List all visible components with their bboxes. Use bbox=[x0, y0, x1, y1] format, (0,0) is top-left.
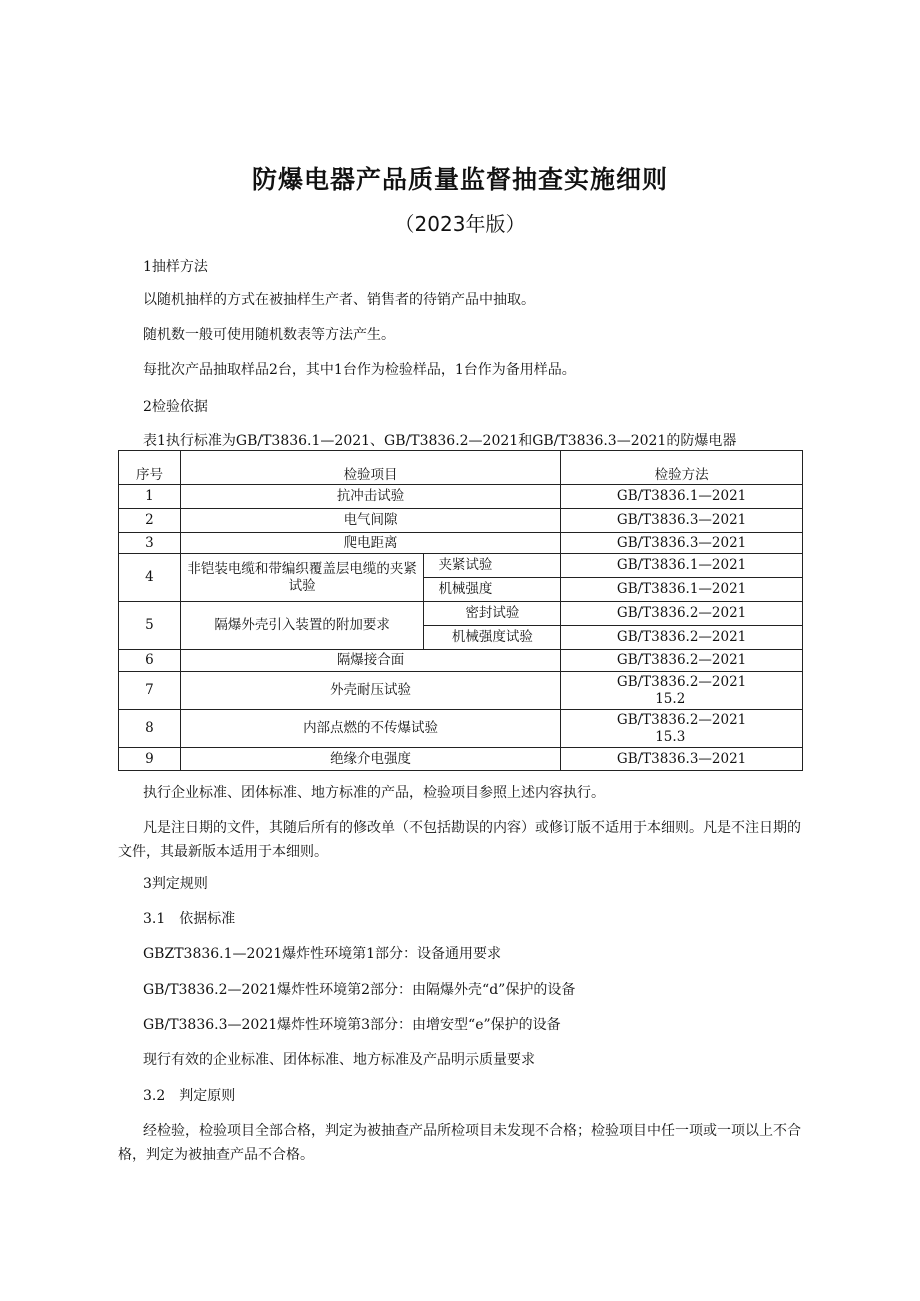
row-item: 抗冲击试验 bbox=[180, 485, 560, 509]
row-method: GB/T3836.1—2021 bbox=[561, 485, 803, 509]
method-standard: GB/T3836.2—2021 bbox=[616, 673, 747, 690]
section-2-heading: 2检验依据 bbox=[143, 399, 208, 415]
row-method: GB/T3836.2—2021 bbox=[561, 626, 803, 650]
method-clause: 15.3 bbox=[655, 728, 686, 745]
row-no: 9 bbox=[119, 748, 181, 771]
method-clause: 15.2 bbox=[655, 690, 686, 707]
standard-reference: GBZT3836.1—2021爆炸性环境第1部分：设备通用要求 bbox=[143, 946, 502, 962]
row-method: GB/T3836.1—2021 bbox=[561, 578, 803, 602]
row-item: 内部点燃的不传爆试验 bbox=[180, 710, 560, 748]
row-sub-item: 夹紧试验 bbox=[424, 554, 561, 578]
row-no: 1 bbox=[119, 485, 181, 509]
row-method bbox=[561, 710, 803, 748]
header-method: 检验方法 bbox=[561, 451, 803, 485]
method-standard: GB/T3836.2—2021 bbox=[616, 711, 747, 728]
table-row bbox=[119, 554, 803, 578]
paragraph: 执行企业标准、团体标准、地方标准的产品，检验项目参照上述内容执行。 bbox=[143, 785, 605, 801]
document-title: 防爆电器产品质量监督抽查实施细则 bbox=[251, 165, 668, 194]
section-3-2-heading: 3.2 判定原则 bbox=[143, 1088, 236, 1104]
row-method: GB/T3836.2—2021 bbox=[561, 650, 803, 672]
row-method: GB/T3836.3—2021 bbox=[561, 533, 803, 554]
header-item: 检验项目 bbox=[180, 451, 560, 485]
row-sub-item: 机械强度试验 bbox=[424, 626, 561, 650]
section-3-heading: 3判定规则 bbox=[143, 876, 208, 892]
row-no: 5 bbox=[119, 602, 181, 650]
row-method: GB/T3836.3—2021 bbox=[561, 748, 803, 771]
standard-reference: GB/T3836.2—2021爆炸性环境第2部分：由隔爆外壳“d”保护的设备 bbox=[143, 982, 576, 998]
row-item: 外壳耐压试验 bbox=[180, 672, 560, 710]
table-row bbox=[119, 602, 803, 626]
paragraph: 每批次产品抽取样品2台，其中1台作为检验样品，1台作为备用样品。 bbox=[143, 362, 576, 378]
row-item: 爬电距离 bbox=[180, 533, 560, 554]
table-row bbox=[119, 748, 803, 771]
row-item-group: 非铠装电缆和带编织覆盖层电缆的夹紧试验 bbox=[180, 554, 424, 602]
row-item-group: 隔爆外壳引入装置的附加要求 bbox=[180, 602, 424, 650]
header-no: 序号 bbox=[119, 451, 181, 485]
table-row bbox=[119, 650, 803, 672]
table-row bbox=[119, 672, 803, 710]
paragraph: 凡是注日期的文件，其随后所有的修改单（不包括勘误的内容）或修订版不适用于本细则。凡是不注日期的文件，其最新版本适用于本细则。 bbox=[118, 820, 801, 860]
row-item: 隔爆接合面 bbox=[180, 650, 560, 672]
section-3-1-heading: 3.1 依据标准 bbox=[143, 911, 236, 927]
row-method: GB/T3836.1—2021 bbox=[561, 554, 803, 578]
table-row bbox=[119, 533, 803, 554]
inspection-table bbox=[118, 450, 803, 771]
row-sub-item: 机械强度 bbox=[424, 578, 561, 602]
row-item: 绝缘介电强度 bbox=[180, 748, 560, 771]
paragraph: 现行有效的企业标准、团体标准、地方标准及产品明示质量要求 bbox=[143, 1052, 535, 1068]
paragraph: 随机数一般可使用随机数表等方法产生。 bbox=[143, 327, 395, 343]
table-row bbox=[119, 710, 803, 748]
paragraph: 经检验，检验项目全部合格，判定为被抽查产品所检项目未发现不合格；检验项目中任一项或一项以上不合格，判定为被抽查产品不合格。 bbox=[118, 1123, 801, 1163]
row-no: 7 bbox=[119, 672, 181, 710]
table-row bbox=[119, 509, 803, 533]
row-method bbox=[561, 672, 803, 710]
table-row bbox=[119, 485, 803, 509]
row-no: 8 bbox=[119, 710, 181, 748]
document-edition: （2023年版） bbox=[394, 212, 526, 236]
row-item: 电气间隙 bbox=[180, 509, 560, 533]
row-no: 3 bbox=[119, 533, 181, 554]
standard-reference: GB/T3836.3—2021爆炸性环境第3部分：由增安型“e”保护的设备 bbox=[143, 1017, 561, 1033]
section-1-heading: 1抽样方法 bbox=[143, 259, 208, 275]
row-no: 6 bbox=[119, 650, 181, 672]
table-caption: 表1执行标准为GB/T3836.1—2021、GB/T3836.2—2021和GB/T3836.3—2021的防爆电器 bbox=[143, 433, 737, 449]
paragraph: 以随机抽样的方式在被抽样生产者、销售者的待销产品中抽取。 bbox=[143, 292, 535, 308]
row-no: 4 bbox=[119, 554, 181, 602]
row-method: GB/T3836.3—2021 bbox=[561, 509, 803, 533]
row-sub-item: 密封试验 bbox=[424, 602, 561, 626]
row-no: 2 bbox=[119, 509, 181, 533]
table-header-row bbox=[119, 451, 803, 485]
row-method: GB/T3836.2—2021 bbox=[561, 602, 803, 626]
